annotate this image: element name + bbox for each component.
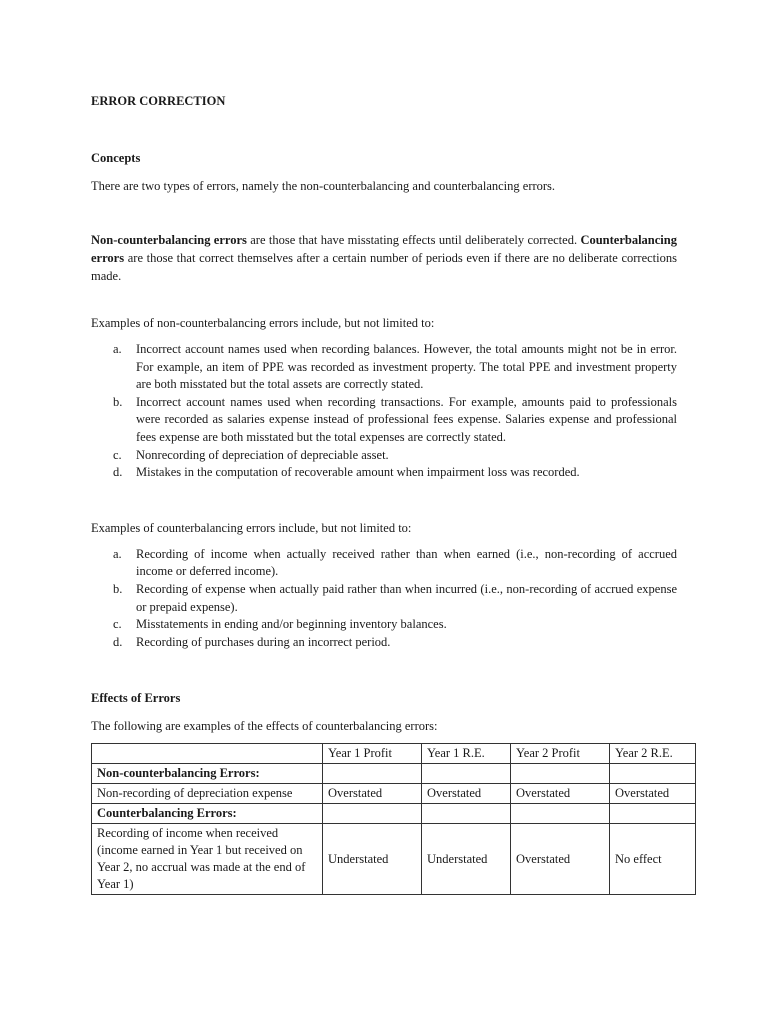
- list-item: [91, 546, 677, 581]
- list-item-text: Recording of expense when actually paid rather than when incurred (i.e., non-recording of accrued expense or prepaid expense).: [136, 581, 677, 614]
- section-label-counter: Counterbalancing Errors:: [92, 804, 323, 824]
- table-cell: Overstated: [511, 824, 610, 895]
- list-item-text: Recording of income when actually received rather than when earned (i.e., non-recording of accrued income or deferred income).: [136, 546, 677, 579]
- noncounter-examples-list: [91, 341, 677, 482]
- table-row: [92, 784, 696, 804]
- noncounter-examples-intro: Examples of non-counterbalancing errors include, but not limited to:: [91, 316, 435, 330]
- definitions-paragraph: [91, 231, 677, 285]
- list-item-text: Mistakes in the computation of recoverable amount when impairment loss was recorded.: [136, 465, 580, 480]
- list-marker: b.: [113, 581, 123, 596]
- list-marker: d.: [113, 465, 123, 480]
- table-cell: [610, 764, 696, 784]
- effects-table: [91, 743, 696, 895]
- list-marker: a.: [113, 342, 122, 356]
- counter-examples-list: [91, 546, 677, 652]
- counter-examples-intro: Examples of counterbalancing errors include, but not limited to:: [91, 520, 412, 535]
- list-marker: b.: [113, 394, 123, 409]
- list-marker: d.: [113, 634, 123, 649]
- table-cell: [422, 804, 511, 824]
- table-cell: Understated: [422, 824, 511, 895]
- noncounter-definition: are those that have misstating effects until deliberately corrected.: [246, 233, 581, 247]
- table-cell: Overstated: [422, 784, 511, 804]
- table-header-cell: Year 1 R.E.: [422, 744, 511, 764]
- table-header-cell: Year 2 R.E.: [610, 744, 696, 764]
- table-header-cell: Year 2 Profit: [511, 744, 610, 764]
- table-header-cell: [92, 744, 323, 764]
- effects-intro: The following are examples of the effects of counterbalancing errors:: [91, 719, 438, 734]
- list-item: [91, 464, 677, 482]
- table-section-row: [92, 764, 696, 784]
- list-item: [91, 341, 677, 394]
- table-cell: [511, 764, 610, 784]
- list-item-text: Misstatements in ending and/or beginning inventory balances.: [136, 617, 447, 632]
- table-cell: Overstated: [610, 784, 696, 804]
- table-cell: [610, 804, 696, 824]
- table-cell: Non-recording of depreciation expense: [92, 784, 323, 804]
- list-marker: a.: [113, 546, 122, 561]
- table-cell: [422, 764, 511, 784]
- list-item: [91, 616, 677, 634]
- noncounter-term: Non-counterbalancing errors: [91, 233, 247, 247]
- concepts-intro: There are two types of errors, namely the non-counterbalancing and counterbalancing errors.: [91, 179, 556, 193]
- list-item-text: Incorrect account names used when recording balances. However, the total amounts might not be in error. For example, an item of PPE was recorded as investment property. The total PPE and investment property are both misstated but the total assets are correctly stated.: [136, 342, 677, 392]
- effects-heading: Effects of Errors: [91, 691, 181, 706]
- table-cell: Overstated: [323, 784, 422, 804]
- counter-definition: are those that correct themselves after a certain number of periods even if there are no deliberate corrections made.: [91, 251, 677, 283]
- table-cell: Recording of income when received (income earned in Year 1 but received on Year 2, no accrual was made at the end of Year 1): [92, 824, 323, 895]
- list-item-text: Nonrecording of depreciation of depreciable asset.: [136, 447, 389, 462]
- table-row: [92, 824, 696, 895]
- document-title: ERROR CORRECTION: [91, 94, 226, 108]
- document-content: [91, 92, 677, 895]
- table-cell: [323, 804, 422, 824]
- table-header-cell: Year 1 Profit: [323, 744, 422, 764]
- list-item-text: Recording of purchases during an incorrect period.: [136, 634, 391, 649]
- list-item: [91, 581, 677, 616]
- section-label-noncounter: Non-counterbalancing Errors:: [92, 764, 323, 784]
- list-item: [91, 394, 677, 447]
- list-marker: c.: [113, 447, 122, 462]
- table-cell: Overstated: [511, 784, 610, 804]
- list-item: [91, 634, 677, 652]
- counter-term: Counterbalancing errors: [91, 233, 677, 265]
- table-cell: [323, 764, 422, 784]
- table-cell: Understated: [323, 824, 422, 895]
- concepts-heading: Concepts: [91, 151, 141, 165]
- list-item-text: Incorrect account names used when recording transactions. For example, amounts paid to professionals were recorded as salaries expense instead of professional fees expense. Salaries expense and professional fees expense are both misstated but the total expenses are correctly stated.: [136, 394, 677, 444]
- table-header-row: [92, 744, 696, 764]
- table-cell: No effect: [610, 824, 696, 895]
- table-section-row: [92, 804, 696, 824]
- table-cell: [511, 804, 610, 824]
- list-marker: c.: [113, 617, 122, 632]
- list-item: [91, 447, 677, 465]
